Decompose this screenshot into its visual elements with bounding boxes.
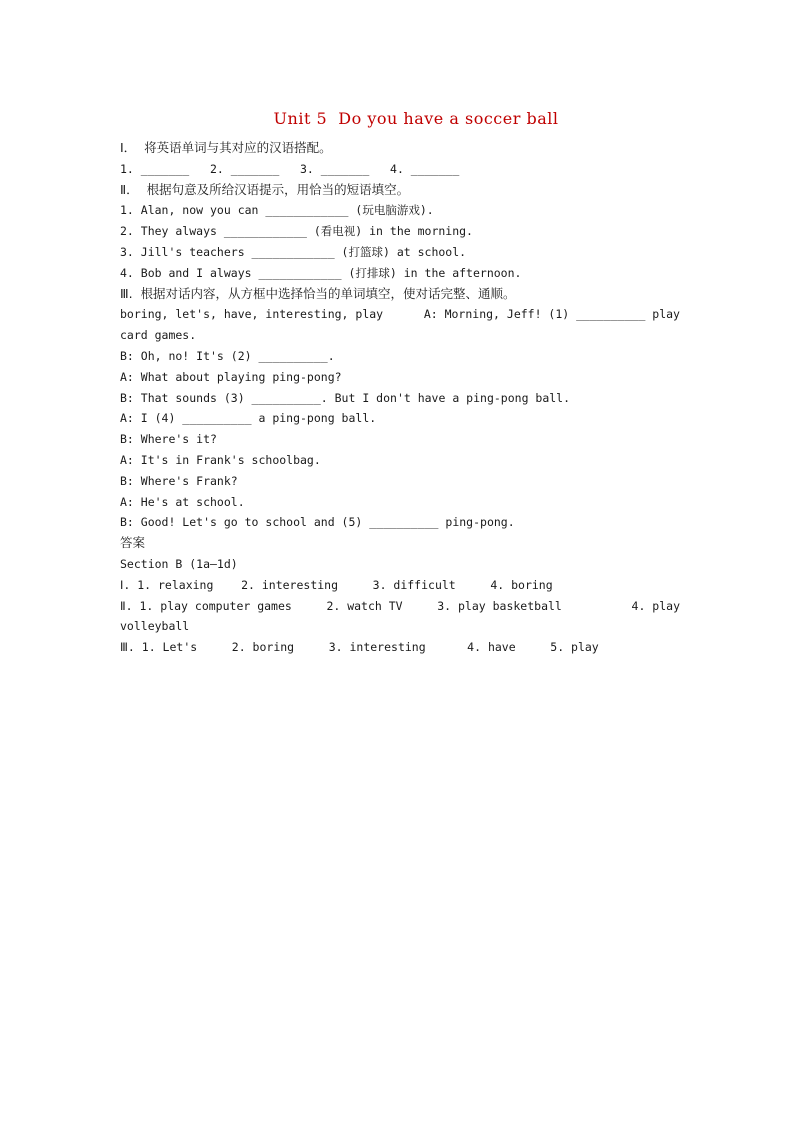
dialog-line: B: Oh, no! It's (2) __________.	[120, 348, 335, 363]
section2-item: 4. Bob and I always ____________ (打排球) in the afternoon.	[120, 265, 522, 280]
dialog-line: A: What about playing ping-pong?	[120, 369, 342, 384]
section3-heading: Ⅲ. 根据对话内容，从方框中选择恰当的单词填空，使对话完整、通顺。	[120, 285, 516, 301]
answers-row: Ⅲ. 1. Let's 2. boring 3. interesting 4. have 5. play	[120, 640, 599, 655]
section2-heading: Ⅱ． 根据句意及所给汉语提示，用恰当的短语填空。	[120, 181, 410, 197]
answers-section-ref: Section B (1a—1d)	[120, 556, 238, 571]
worksheet-page	[120, 108, 680, 658]
dialog-line: B: Where's Frank?	[120, 473, 238, 488]
answers-row-right: 4. play	[631, 598, 680, 613]
dialog-line: A: He's at school.	[120, 494, 245, 509]
section2-item: 1. Alan, now you can ____________ (玩电脑游戏).	[120, 203, 434, 218]
answers-row-left: Ⅱ. 1. play computer games 2. watch TV 3. play basketball	[120, 598, 562, 613]
section2-item: 2. They always ____________ (看电视) in the morning.	[120, 224, 473, 239]
dialog-line: A: It's in Frank's schoolbag.	[120, 452, 321, 467]
answers-label: 答案	[120, 535, 146, 551]
answers-row: volleyball	[120, 619, 190, 634]
dialog-line: A: I (4) __________ a ping-pong ball.	[120, 411, 377, 426]
dialog-line: A: Morning, Jeff! (1) __________ play	[423, 307, 680, 322]
section1-blanks: 1. _______ 2. _______ 3. _______ 4. _______	[120, 161, 460, 176]
answers-row: Ⅰ. 1. relaxing 2. interesting 3. difficult 4. boring	[120, 577, 553, 592]
section1-heading: Ⅰ． 将英语单词与其对应的汉语搭配。	[120, 140, 332, 155]
answers-row	[120, 596, 680, 617]
dialog-line: B: That sounds (3) __________. But I don't have a ping-pong ball.	[120, 390, 571, 405]
section3-first-line	[120, 304, 680, 325]
dialog-line: B: Where's it?	[120, 432, 217, 447]
section2-item: 3. Jill's teachers ____________ (打篮球) at school.	[120, 244, 467, 259]
dialog-line: card games.	[120, 328, 197, 343]
dialog-line: B: Good! Let's go to school and (5) __________ ping-pong.	[120, 515, 515, 530]
page-title: Unit 5 Do you have a soccer ball	[273, 109, 559, 128]
word-box: boring, let's, have, interesting, play	[120, 307, 384, 322]
